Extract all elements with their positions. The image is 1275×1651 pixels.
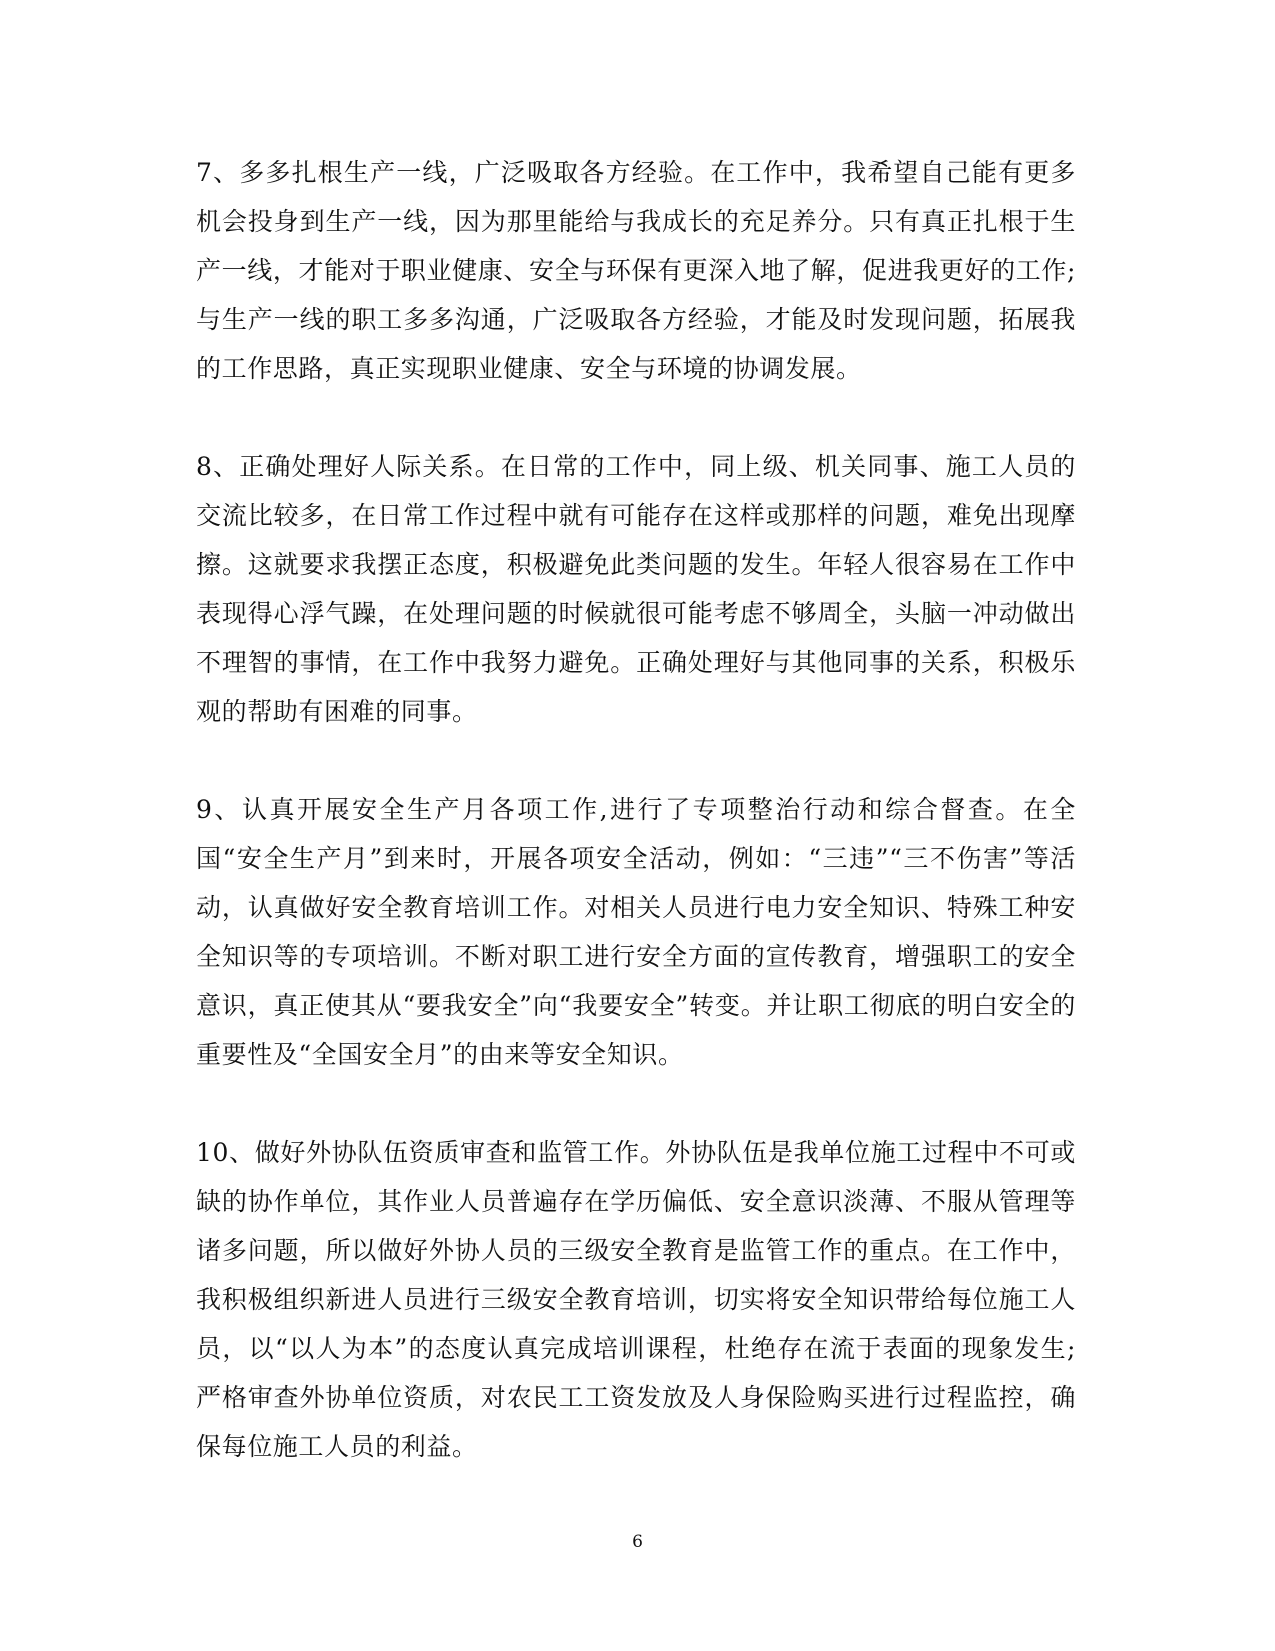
paragraph-item-7: 7、多多扎根生产一线，广泛吸取各方经验。在工作中，我希望自己能有更多机会投身到生产一线，因为那里能给与我成长的充足养分。只有真正扎根于生产一线，才能对于职业健康、安全与环保有更深入地了解，促进我更好的工作;与生产一线的职工多多沟通，广泛吸取各方经验，才能及时发现问题，拓展我的工作思路，真正实现职业健康、安全与环境的协调发展。: [196, 158, 1076, 383]
paragraph-item-8: 8、正确处理好人际关系。在日常的工作中，同上级、机关同事、施工人员的交流比较多，在日常工作过程中就有可能存在这样或那样的问题，难免出现摩擦。这就要求我摆正态度，积极避免此类问题的发生。年轻人很容易在工作中表现得心浮气躁，在处理问题的时候就很可能考虑不够周全，头脑一冲动做出不理智的事情，在工作中我努力避免。正确处理好与其他同事的关系，积极乐观的帮助有困难的同事。: [196, 452, 1076, 726]
paragraph-item-10: 10、做好外协队伍资质审查和监管工作。外协队伍是我单位施工过程中不可或缺的协作单位，其作业人员普遍存在学历偏低、安全意识淡薄、不服从管理等诸多问题，所以做好外协人员的三级安全教育是监管工作的重点。在工作中，我积极组织新进人员进行三级安全教育培训，切实将安全知识带给每位施工人员，以“以人为本”的态度认真完成培训课程，杜绝存在流于表面的现象发生;严格审查外协单位资质，对农民工工资发放及人身保险购买进行过程监控，确保每位施工人员的利益。: [196, 1138, 1076, 1461]
paragraph-item-9: 9、认真开展安全生产月各项工作,进行了专项整治行动和综合督查。在全国“安全生产月”到来时，开展各项安全活动，例如：“三违”“三不伤害”等活动，认真做好安全教育培训工作。对相关人员进行电力安全知识、特殊工种安全知识等的专项培训。不断对职工进行安全方面的宣传教育，增强职工的安全意识，真正使其从“要我安全”向“我要安全”转变。并让职工彻底的明白安全的重要性及“全国安全月”的由来等安全知识。: [196, 795, 1076, 1069]
document-body: [196, 148, 1076, 1520]
page-number: 6: [632, 1532, 643, 1552]
